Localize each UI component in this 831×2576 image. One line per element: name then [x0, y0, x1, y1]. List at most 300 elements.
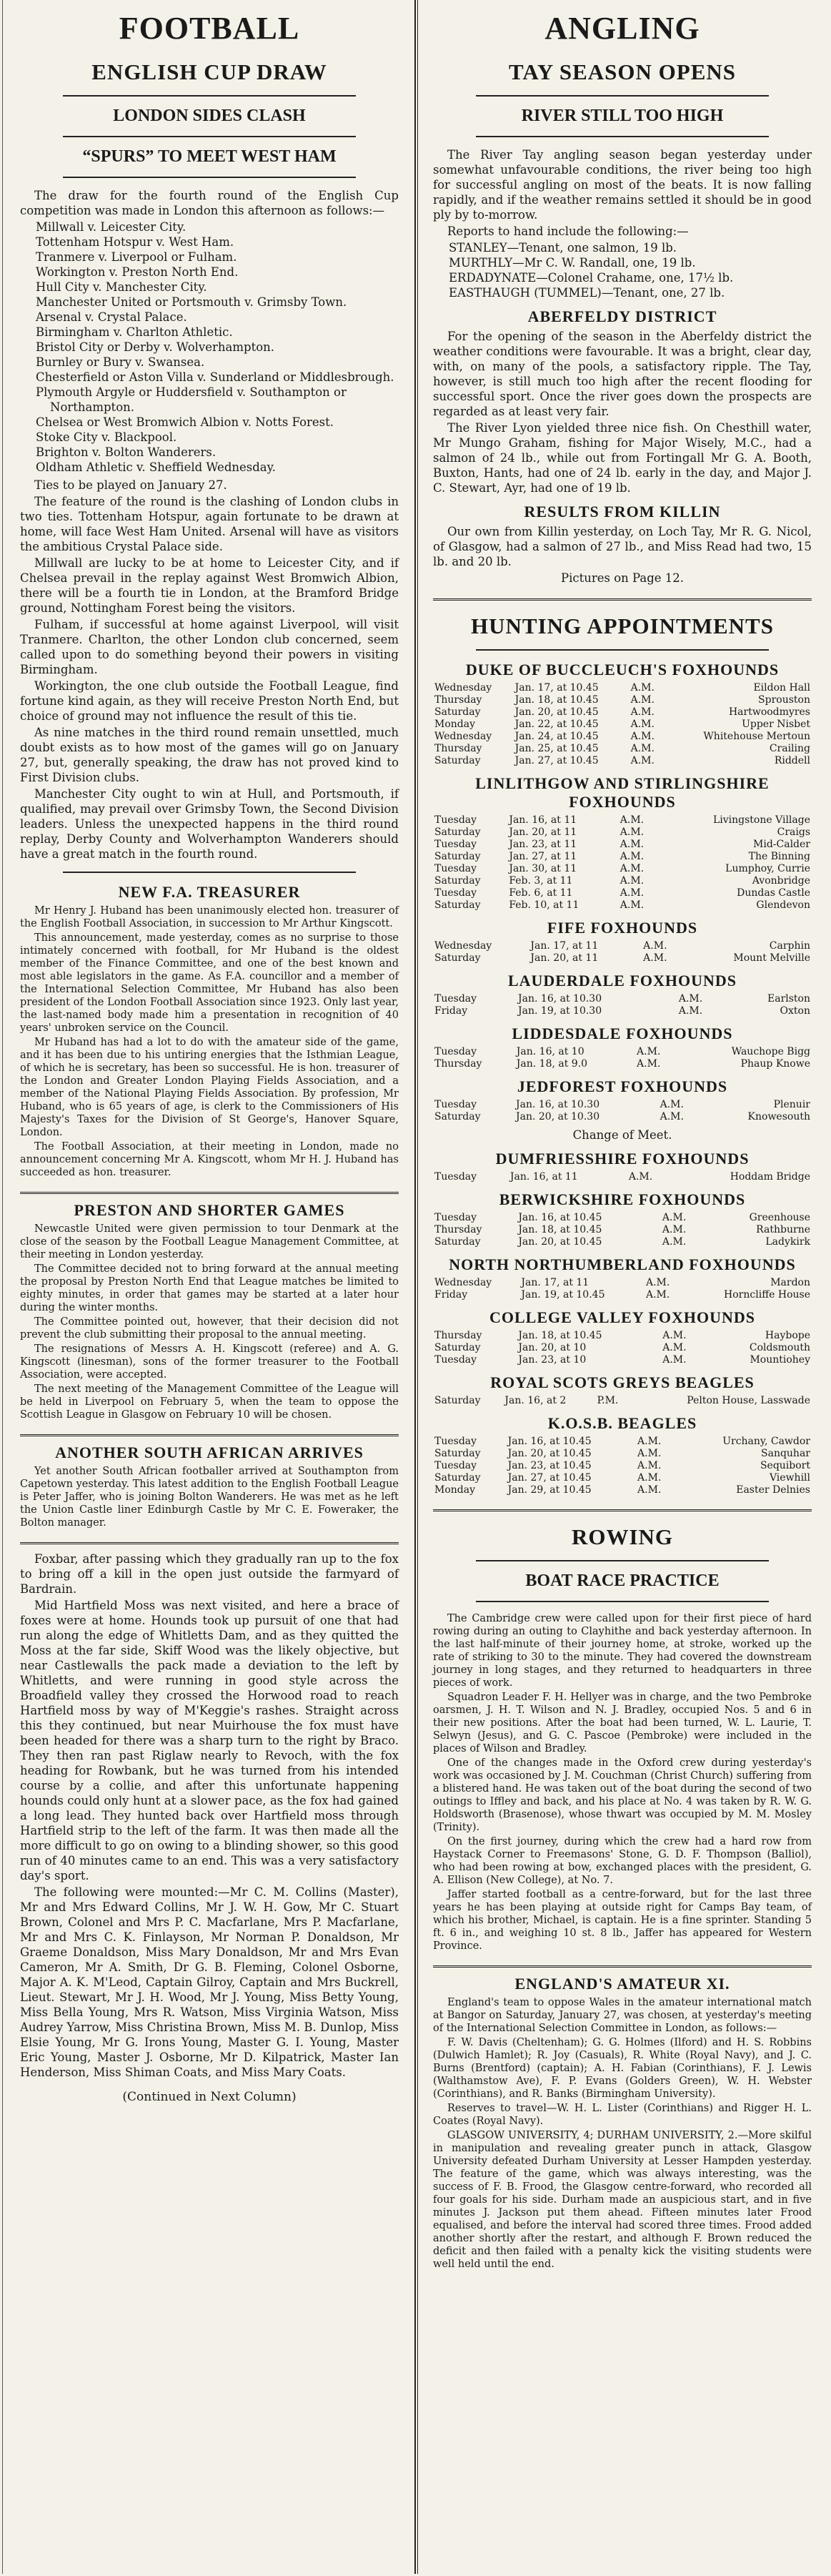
fixture-time: Jan. 20, at 10.45	[518, 1236, 602, 1248]
fixture-time: Jan. 25, at 10.45	[514, 743, 599, 754]
fixture-ampm: A.M.	[637, 1448, 662, 1459]
hunt-fixture-row	[433, 1472, 812, 1484]
fixture-ampm: A.M.	[630, 694, 655, 706]
angling-report: ERDADYNATE—Colonel Crahame, one, 17½ lb.	[449, 271, 734, 285]
fixture-time: Jan. 22, at 10.45	[514, 719, 599, 730]
hunt-fixture-row	[433, 1342, 812, 1354]
amateur-paragraph: F. W. Davis (Cheltenham); G. G. Holmes (Ilford) and H. S. Robbins (Dulwich Hamlet); R. Joy (Casuals), R. White (Royal Navy), and J. C. Burns (Brentford) (captain); A. H. Fabian (Corinthians), F. J. Lewis (Walthamstow Ave), F. P. Evans (Golders Green), W. H. Webster (Corinthians), and R. Banks (Birmingham University).	[433, 2037, 812, 2100]
south-african-paragraph: Yet another South African footballer arrived at Southampton from Capetown yesterday. This latest addition to the English Football League is Peter Jaffer, who is joining Bolton Wanderers. He was met as he left the Union Castle liner Edinburgh Castle by Mr C. E. Foweraker, the Bolton manager.	[20, 1466, 399, 1529]
hunting-packs	[433, 661, 812, 1496]
preston-headline: PRESTON AND SHORTER GAMES	[74, 1201, 345, 1219]
fixture-place: Rathburne	[756, 1224, 810, 1235]
fixture-place: Craigs	[777, 826, 810, 838]
hunting-headline: HUNTING APPOINTMENTS	[471, 613, 774, 638]
hunt-fixture-table	[433, 1436, 812, 1496]
draw-tie: Stoke City v. Blackpool.	[36, 430, 177, 444]
draw-tie: Hull City v. Manchester City.	[36, 280, 207, 294]
treasurer-paragraph: The Football Association, at their meeting in London, made no announcement concerning Mr A. Kingscott, whom Mr H. J. Huband has succeeded as hon. treasurer.	[20, 1141, 399, 1178]
fixture-time: Jan. 18, at 9.0	[516, 1058, 588, 1070]
hunt-pack-name: FIFE FOXHOUNDS	[547, 919, 698, 937]
draw-tie: Birmingham v. Charlton Athletic.	[36, 325, 233, 339]
fixture-ampm: A.M.	[630, 682, 655, 694]
football-paragraphs	[20, 494, 399, 862]
fixture-time: Jan. 16, at 10.45	[518, 1212, 602, 1223]
angling-paragraphs	[433, 147, 812, 239]
hunt-pack-name: BERWICKSHIRE FOXHOUNDS	[499, 1190, 746, 1208]
fixture-place: The Binning	[748, 851, 810, 862]
football-paragraph: Workington, the one club outside the Football League, find fortune kind again, as they will receive Preston North End, but choice of ground may not influence the result of this tie.	[20, 679, 399, 723]
fixture-place: Crailing	[769, 743, 810, 754]
fixture-ampm: A.M.	[662, 1224, 687, 1235]
fixture-day: Saturday	[434, 755, 481, 766]
fixture-day: Thursday	[434, 1058, 482, 1070]
hunt-fixture-table	[433, 1046, 812, 1070]
fixture-time: Jan. 27, at 10.45	[514, 755, 599, 766]
fixture-day: Saturday	[434, 875, 481, 887]
fixture-time: Jan. 17, at 11	[521, 1277, 589, 1288]
fixture-day: Thursday	[434, 694, 482, 706]
amateur-paragraphs	[433, 1996, 812, 2271]
rowing-paragraph: The Cambridge crew were called upon for their first piece of hard rowing during an outing to Clayhithe and back yesterday afternoon. In the last half-minute of their journey home, at stroke, worked up the rate of striking to 30 to the minute. They had covered the downstream journey in long stages, and they returned to headquarters in three pieces of work.	[433, 1613, 812, 1689]
fixture-place: Mount Melville	[733, 952, 810, 964]
divider	[476, 1560, 769, 1561]
page-edge-rule	[2, 0, 3, 2574]
fixture-time: Jan. 16, at 10.45	[507, 1436, 592, 1447]
treasurer-headline: NEW F.A. TREASURER	[118, 883, 301, 901]
hunt-pack-name: JEDFOREST FOXHOUNDS	[517, 1077, 728, 1095]
hunt-fixture-row	[433, 899, 812, 912]
hunt-fixture-table	[433, 1171, 812, 1183]
fixture-ampm: A.M.	[662, 1354, 687, 1366]
column-rule	[414, 0, 416, 2574]
hunt-fixture-row	[433, 731, 812, 743]
treasurer-paragraph: This announcement, made yesterday, comes as no surprise to those intimately concerned with football, for Mr Huband is the oldest member of the Finance Committee, and one of the best known and most able legislators in the game. As F.A. councillor and a member of the International Selection Committee, Mr Huband has also been president of the London Football Association since 1923. Only last year, the last-named body made him a presentation in recognition of 40 years' unbroken service on the Council.	[20, 932, 399, 1034]
amateur-headline: ENGLAND'S AMATEUR XI.	[514, 1975, 730, 1993]
angling-report: EASTHAUGH (TUMMEL)—Tenant, one, 27 lb.	[449, 286, 725, 300]
angling-reports	[449, 240, 812, 300]
fixture-place: Dundas Castle	[737, 887, 810, 899]
fixture-time: Feb. 10, at 11	[509, 899, 579, 911]
fixture-day: Tuesday	[434, 814, 477, 826]
hunt-pack-name: COLLEGE VALLEY FOXHOUNDS	[489, 1308, 755, 1326]
hunt-fixture-row	[433, 682, 812, 694]
hunt-fixture-row	[433, 1224, 812, 1236]
hunt-fixture-row	[433, 1330, 812, 1342]
fixture-day: Saturday	[434, 826, 481, 838]
fixture-time: Jan. 16, at 11	[509, 1171, 578, 1183]
draw-tie: Manchester United or Portsmouth v. Grimsby Town.	[36, 295, 347, 309]
hunt-fixture-row	[433, 839, 812, 851]
preston-paragraphs	[20, 1223, 399, 1421]
fixture-place: Mountiohey	[750, 1354, 810, 1366]
fixture-day: Tuesday	[434, 863, 477, 874]
aberfeldy-paragraph: The River Lyon yielded three nice fish. On Chesthill water, Mr Mungo Graham, fishing for Major Wisely, M.C., had a salmon of 24 lb., while out from Fortingall Mr G. A. Booth, Buxton, Hants, had one of 24 lb. early in the day, and Major J. C. Stewart, Ayr, had one of 19 lb.	[433, 421, 812, 495]
south-african-headline: ANOTHER SOUTH AFRICAN ARRIVES	[55, 1444, 364, 1461]
fixture-time: Jan. 16, at 11	[509, 814, 577, 826]
fixture-ampm: A.M.	[628, 1171, 653, 1183]
london-clash-headline: LONDON SIDES CLASH	[113, 107, 306, 125]
fixture-ampm: A.M.	[630, 755, 655, 766]
fixture-day: Saturday	[434, 1448, 481, 1459]
hunt-fixture-row	[433, 952, 812, 964]
rowing-paragraph: One of the changes made in the Oxford crew during yesterday's work was occasioned by J. M. Couchman (Christ Church) suffering from a blistered hand. He was taken out of the boat during the second of two outings to Iffley and back, and his place at No. 4 was taken by R. W. G. Holdsworth (Brasenose), whose thwart was occupied by M. M. Mosley (Trinity).	[433, 1757, 812, 1833]
fixture-place: Upper Nisbet	[742, 719, 810, 730]
hunt-fixture-row	[433, 851, 812, 863]
draw-tie: Arsenal v. Crystal Palace.	[36, 310, 187, 324]
fixture-time: Jan. 20, at 10.45	[514, 706, 599, 718]
fixture-time: Jan. 18, at 10.45	[518, 1330, 602, 1341]
fixture-day: Tuesday	[434, 993, 477, 1005]
draw-tie: Plymouth Argyle or Huddersfield v. Southampton or Northampton.	[36, 385, 347, 414]
fixture-day: Saturday	[434, 952, 481, 964]
fixture-day: Friday	[434, 1005, 468, 1017]
fixture-place: Haybope	[765, 1330, 810, 1341]
fixture-place: Oxton	[780, 1005, 810, 1017]
fixture-time: Jan. 16, at 2	[504, 1395, 567, 1406]
hunt-pack-name: LAUDERDALE FOXHOUNDS	[507, 972, 737, 990]
ties-note: Ties to be played on January 27.	[34, 478, 227, 492]
fixture-time: Jan. 16, at 10.30	[518, 993, 602, 1005]
fixture-day: Saturday	[434, 1472, 481, 1484]
fixture-place: Hoddam Bridge	[730, 1171, 810, 1183]
fixture-place: Pelton House, Lasswade	[687, 1395, 810, 1406]
rowing-section-heading: ROWING	[571, 1524, 674, 1549]
draw-tie: Tottenham Hotspur v. West Ham.	[36, 235, 234, 249]
divider	[476, 1601, 769, 1602]
river-high-headline: RIVER STILL TOO HIGH	[521, 107, 724, 125]
football-paragraph: Millwall are lucky to be at home to Leicester City, and if Chelsea prevail in the replay against West Bromwich Albion, there will be a fourth tie in London, at the Bramford Bridge ground, Nottingham Forest being the visitors.	[20, 556, 399, 615]
football-section-heading: FOOTBALL	[119, 11, 300, 46]
hunt-fixture-row	[433, 875, 812, 887]
hunt-fixture-row	[433, 1448, 812, 1460]
hunt-fixture-row	[433, 1289, 812, 1301]
fixture-day: Monday	[434, 1484, 475, 1496]
fixture-day: Wednesday	[434, 731, 492, 742]
boat-race-headline: BOAT RACE PRACTICE	[525, 1571, 720, 1590]
fixture-place: Glendevon	[756, 899, 810, 911]
fixture-time: Feb. 6, at 11	[509, 887, 573, 899]
fixture-ampm: A.M.	[630, 743, 655, 754]
rowing-paragraph: On the first journey, during which the crew had a hard row from Haystack Corner to Freemasons' Stone, G. D. F. Thompson (Balliol), who had been rowing at bow, exchanged places with the president, G. A. Ellison (New College), at No. 7.	[433, 1836, 812, 1886]
hunt-pack-name: LINLITHGOW AND STIRLINGSHIRE FOXHOUNDS	[475, 774, 770, 811]
preston-paragraph: The resignations of Messrs A. H. Kingscott (referee) and A. G. Kingscott (linesman), sons of the former treasurer to the Football Association, were accepted.	[20, 1343, 399, 1381]
hunt-paragraph: Mid Hartfield Moss was next visited, and here a brace of foxes were at home. Hounds took up pursuit of one that had run along the edge of Whitletts Dam, and as they quitted the Moss at the far side, Skiff Wood was the likely objective, but near Castlewalls the pack made a deviation to the left by Whitletts, and were running in good style across the Broadfield valley they crossed the Horwood road to reach Hartfield moss by way of M'Keggie's rashes. Straight across this they continued, but near Muirhouse the fox must have been headed for there was a sharp turn to the right by Braco. They then ran past Riglaw nearly to Revoch, with the fox heading for Rowbank, but he was turned from his intended course by a collie, and after this unfortunate happening hounds could only hunt at a slower pace, as the fox had gained a long lead. They hunted back over Hartfield moss through Hartfield strip to the left of the farm. It was then made all the more difficult to go on owing to a blinding shower, so this good run of 40 minutes came to an end. This was a very satisfactory day's sport.	[20, 1599, 399, 1882]
divider	[476, 649, 769, 651]
fixture-day: Wednesday	[434, 940, 492, 952]
draw-tie: Brighton v. Bolton Wanderers.	[36, 445, 217, 459]
fixture-ampm: A.M.	[637, 1484, 662, 1496]
fixture-ampm: A.M.	[645, 1277, 670, 1288]
fixture-place: Hartwoodmyres	[728, 706, 810, 718]
double-divider	[433, 598, 812, 601]
hunt-fixture-row	[433, 719, 812, 731]
preston-paragraph: The Committee pointed out, however, that their decision did not prevent the club submitting their proposal to the annual meeting.	[20, 1316, 399, 1341]
draw-tie: Bristol City or Derby v. Wolverhampton.	[36, 340, 275, 354]
fixture-ampm: A.M.	[619, 887, 645, 899]
hunt-fixture-row	[433, 1277, 812, 1289]
fixture-place: Livingstone Village	[712, 814, 810, 826]
fixture-place: Riddell	[774, 755, 810, 766]
amateur-paragraph: Reserves to travel—W. H. L. Lister (Corinthians) and Rigger H. L. Coates (Royal Navy).	[433, 2103, 812, 2127]
hunt-fixture-row	[433, 993, 812, 1005]
fixture-ampm: A.M.	[637, 1058, 661, 1070]
preston-paragraph: The Committee decided not to bring forward at the annual meeting the proposal by Preston North End that League matches be limited to eighty minutes, in order that games may be started at a later hour during the winter months.	[20, 1263, 399, 1313]
hunt-pack-name: ROYAL SCOTS GREYS BEAGLES	[490, 1373, 755, 1391]
hunt-fixture-table	[433, 993, 812, 1017]
preston-paragraph: The next meeting of the Management Committee of the League will be held in Liverpool on February 5, when the team to oppose the Scottish League in Glasgow on February 10 will be chosen.	[20, 1383, 399, 1421]
fixture-day: Tuesday	[434, 1212, 477, 1223]
fixture-day: Saturday	[434, 899, 481, 911]
angling-paragraph: The River Tay angling season began yesterday under somewhat unfavourable conditions, the river being too high for successful angling on most of the beats. It is now falling rapidly, and if the weather remains settled it should be in good ply by to-morrow.	[433, 148, 812, 222]
draw-tie: Chelsea or West Bromwich Albion v. Notts Forest.	[36, 415, 334, 429]
hunt-fixture-row	[433, 1436, 812, 1448]
fixture-place: Ladykirk	[765, 1236, 810, 1248]
hunt-fixture-table	[433, 1395, 812, 1407]
draw-tie: Workington v. Preston North End.	[36, 265, 239, 279]
hunt-fixture-row	[433, 1460, 812, 1472]
fixture-time: Jan. 17, at 11	[530, 940, 599, 952]
fixture-place: Wauchope Bigg	[731, 1046, 810, 1057]
hunt-pack-name: DUMFRIESSHIRE FOXHOUNDS	[495, 1150, 750, 1168]
hunt-fixture-row	[433, 743, 812, 755]
fixture-time: Jan. 16, at 10	[516, 1046, 584, 1057]
draw-tie: Chesterfield or Aston Villa v. Sunderland or Middlesbrough.	[36, 370, 394, 384]
fixture-ampm: A.M.	[660, 1099, 684, 1110]
fixture-place: Lumphoy, Currie	[725, 863, 810, 874]
angling-paragraph: Reports to hand include the following:—	[447, 224, 689, 238]
rowing-paragraph: Squadron Leader F. H. Hellyer was in charge, and the two Pembroke oarsmen, J. H. T. Wilson and N. J. Bradley, occupied Nos. 5 and 6 in their new positions. After the boat had been turned, W. L. Laurie, T. Selwyn (Jesus), and G. C. Pascoe (Pembroke) were included in the places of Wilson and Bradley.	[433, 1692, 812, 1755]
fixture-place: Knowesouth	[747, 1111, 810, 1122]
fixture-ampm: A.M.	[637, 1436, 662, 1447]
fixture-place: Horncliffe House	[724, 1289, 810, 1301]
hunt-fixture-table	[433, 1330, 812, 1366]
hunt-fixture-row	[433, 1046, 812, 1058]
hunt-fixture-row	[433, 694, 812, 706]
fixture-ampm: A.M.	[619, 875, 645, 887]
fixture-day: Saturday	[434, 1342, 481, 1353]
fixture-time: Jan. 23, at 10.45	[507, 1460, 592, 1471]
fixture-day: Saturday	[434, 706, 481, 718]
hunt-report-paragraphs	[20, 1551, 399, 2080]
divider	[63, 177, 356, 178]
fixture-time: Jan. 20, at 11	[509, 826, 577, 838]
killin-paragraph: Our own from Killin yesterday, on Loch Tay, Mr R. G. Nicol, of Glasgow, had a salmon of 27 lb., and Miss Read had two, 15 lb. and 20 lb.	[433, 525, 812, 568]
aberfeldy-headline: ABERFELDY DISTRICT	[527, 307, 717, 325]
preston-paragraph: Newcastle United were given permission to tour Denmark at the close of the season by the Football League Management Committee, at their meeting in London yesterday.	[20, 1223, 399, 1260]
treasurer-paragraph: Mr Huband has had a lot to do with the amateur side of the game, and it has been due to his untiring energies that the Isthmian League, of which he is secretary, has been so successful. He is hon. treasurer of the London and Greater London Playing Fields Association, and a member of the National Playing Fields Association. By profession, Mr Huband, who is 65 years of age, is clerk to the Commissioners of His Majesty's Taxes for the Division of St George's, Hanover Square, London.	[20, 1037, 399, 1138]
amateur-paragraph: England's team to oppose Wales in the amateur international match at Bangor on Saturday, January 27, was chosen, at yesterday's meeting of the International Selection Committee in London, as follows:—	[433, 1997, 812, 2034]
angling-report: STANLEY—Tenant, one salmon, 19 lb.	[449, 241, 677, 255]
fixture-time: Jan. 20, at 10.45	[507, 1448, 592, 1459]
draw-tie: Millwall v. Leicester City.	[36, 220, 186, 234]
aberfeldy-paragraphs	[433, 329, 812, 495]
fixture-day: Tuesday	[434, 887, 477, 899]
fixture-place: Whitehouse Mertoun	[703, 731, 810, 742]
fixture-day: Tuesday	[434, 1436, 477, 1447]
divider	[476, 136, 769, 137]
draw-tie: Oldham Athletic v. Sheffield Wednesday.	[36, 460, 277, 474]
hunt-paragraph: The following were mounted:—Mr C. M. Collins (Master), Mr and Mrs Edward Collins, Mr J. W. H. Gow, Mr C. Stuart Brown, Colonel and Mrs P. C. Macfarlane, Mrs P. Macfarlane, Mr and Mrs C. K. Finlayson, Mr Norman P. Donaldson, Mr Graeme Donaldson, Miss Mary Donaldson, Mr and Mrs Evan Cameron, Mr A. Smith, Dr G. B. Fleming, Colonel Osborne, Major A. K. M'Leod, Captain Gilroy, Captain and Mrs Buckrell, Lieut. Stewart, Mr J. H. Wood, Mr J. Young, Miss Betty Young, Miss Bella Young, Mrs R. Watson, Miss Virginia Watson, Miss Audrey Yarrow, Miss Christina Brown, Miss M. B. Dunlop, Miss Elsie Young, Mr G. Irons Young, Master G. I. Young, Master Eric Young, Master J. Osborne, Mr D. Kilpatrick, Master Ian Henderson, Miss Shiman Coats, and Miss Mary Coats.	[20, 1885, 399, 2079]
hunt-pack-name: K.O.S.B. BEAGLES	[547, 1414, 697, 1432]
hunt-pack-name: DUKE OF BUCCLEUCH'S FOXHOUNDS	[465, 661, 780, 678]
fixture-day: Monday	[434, 719, 475, 730]
fixture-place: Sprouston	[758, 694, 810, 706]
fixture-ampm: A.M.	[645, 1289, 670, 1301]
double-divider	[20, 1542, 399, 1544]
football-paragraph: Fulham, if successful at home against Liverpool, will visit Tranmere. Charlton, the other London club concerned, seem called upon to do something beyond their powers in visiting Birmingham.	[20, 618, 399, 676]
fixture-time: Jan. 24, at 10.45	[514, 731, 599, 742]
hunt-fixture-row	[433, 1354, 812, 1366]
fixture-ampm: A.M.	[619, 863, 645, 874]
hunt-fixture-row	[433, 1005, 812, 1017]
fixture-time: Jan. 18, at 10.45	[518, 1224, 602, 1235]
hunt-fixture-row	[433, 755, 812, 767]
hunt-fixture-row	[433, 1058, 812, 1070]
hunt-fixture-row	[433, 1099, 812, 1111]
fixture-day: Thursday	[434, 1224, 482, 1235]
double-divider	[433, 1965, 812, 1968]
draw-intro: The draw for the fourth round of the English Cup competition was made in London this afternoon as follows:—	[20, 189, 399, 217]
divider	[476, 95, 769, 97]
hunt-fixture-row	[433, 1212, 812, 1224]
fixture-ampm: A.M.	[643, 940, 667, 952]
fixture-ampm: A.M.	[678, 993, 703, 1005]
fixture-day: Saturday	[434, 1395, 481, 1406]
fixture-place: Mardon	[770, 1277, 810, 1288]
fixture-ampm: P.M.	[597, 1395, 619, 1406]
fixture-place: Carphin	[769, 940, 810, 952]
hunt-paragraph: Foxbar, after passing which they gradually ran up to the fox to bring off a kill in the open just outside the farmyard of Bardrain.	[20, 1552, 399, 1596]
fixture-time: Jan. 27, at 10.45	[507, 1472, 592, 1484]
fixture-place: Viewhill	[769, 1472, 810, 1484]
killin-headline: RESULTS FROM KILLIN	[524, 503, 721, 520]
fixture-time: Jan. 17, at 10.45	[514, 682, 599, 694]
hunt-fixture-row	[433, 826, 812, 839]
hunt-pack-name: NORTH NORTHUMBERLAND FOXHOUNDS	[449, 1255, 796, 1273]
football-paragraph: As nine matches in the third round remain unsettled, much doubt exists as to how most of the games will go on January 27, but, generally speaking, the draw has not proved kind to First Division clubs.	[20, 726, 399, 784]
hunt-fixture-row	[433, 1111, 812, 1123]
hunt-fixture-row	[433, 1484, 812, 1496]
fixture-place: Avonbridge	[752, 875, 810, 887]
double-divider	[20, 1434, 399, 1436]
fixture-ampm: A.M.	[662, 1236, 687, 1248]
fixture-day: Saturday	[434, 1111, 481, 1122]
treasurer-paragraphs	[20, 904, 399, 1179]
fixture-ampm: A.M.	[660, 1111, 684, 1122]
fixture-day: Tuesday	[434, 1099, 477, 1110]
amateur-paragraph: GLASGOW UNIVERSITY, 4; DURHAM UNIVERSITY, 2.—More skilful in manipulation and revealing greater punch in attack, Glasgow University defeated Durham University at Lesser Hampden yesterday. The feature of the game, which was always interesting, was the success of F. B. Frood, the Glasgow centre-forward, who recorded all four goals for his side. Durham made an auspicious start, and in five minutes J. Jackson put them ahead. Fifteen minutes later Frood equalised, and before the interval had scored three times. Frood added another shortly after the restart, and although F. Brown reduced the deficit and then failed with a penalty kick the visiting students were well held until the end.	[433, 2130, 812, 2270]
fixture-place: Coldsmouth	[749, 1342, 810, 1353]
fixture-ampm: A.M.	[662, 1330, 687, 1341]
fixture-day: Saturday	[434, 1236, 481, 1248]
fixture-ampm: A.M.	[630, 719, 655, 730]
fixture-time: Jan. 29, at 10.45	[507, 1484, 592, 1496]
angling-section-heading: ANGLING	[544, 11, 700, 46]
aberfeldy-paragraph: For the opening of the season in the Aberfeldy district the weather conditions were favourable. It was a bright, clear day, with, on many of the pools, a satisfactory ripple. The Tay, however, is still much too high after the recent flooding for successful sport. Once the river goes down the prospects are regarded as at least very fair.	[433, 330, 812, 418]
fixture-ampm: A.M.	[619, 826, 645, 838]
spurs-headline: “SPURS” TO MEET WEST HAM	[82, 147, 337, 166]
football-column	[10, 0, 410, 2574]
fixture-time: Jan. 19, at 10.30	[518, 1005, 602, 1017]
fixture-day: Thursday	[434, 1330, 482, 1341]
rowing-paragraphs	[433, 1612, 812, 1953]
fixture-ampm: A.M.	[637, 1046, 661, 1057]
rowing-paragraph: Jaffer started football as a centre-forward, but for the last three years he has been playing at outside right for Camps Bay team, of which his brother, Michael, is captain. He is a fine sprinter. Standing 5 ft. 6 in., and weighing 10 st. 8 lb., Jaffer has appeared for Western Province.	[433, 1889, 812, 1952]
divider	[63, 872, 356, 873]
fixture-day: Saturday	[434, 851, 481, 862]
hunt-fixture-table	[433, 814, 812, 912]
double-divider	[433, 1509, 812, 1511]
continued-note: (Continued in Next Column)	[122, 2090, 297, 2104]
hunt-pack-note: Change of Meet.	[572, 1128, 672, 1142]
double-divider	[20, 1192, 399, 1194]
fixture-place: Urchany, Cawdor	[722, 1436, 810, 1447]
football-paragraph: The feature of the round is the clashing of London clubs in two ties. Tottenham Hotspur, again fortunate to be drawn at home, will face West Ham United. Arsenal will have as visitors the ambitious Crystal Palace side.	[20, 495, 399, 553]
hunt-fixture-row	[433, 940, 812, 952]
fixture-ampm: A.M.	[630, 706, 655, 718]
fixture-time: Jan. 19, at 10.45	[521, 1289, 605, 1301]
fixture-place: Sanquhar	[761, 1448, 810, 1459]
hunt-fixture-row	[433, 887, 812, 899]
fixture-place: Phaup Knowe	[740, 1058, 810, 1070]
fixture-ampm: A.M.	[662, 1212, 687, 1223]
fixture-day: Friday	[434, 1289, 468, 1301]
fixture-day: Tuesday	[434, 1046, 477, 1057]
fixture-day: Tuesday	[434, 1460, 477, 1471]
hunt-fixture-row	[433, 706, 812, 719]
pictures-note: Pictures on Page 12.	[560, 571, 685, 585]
hunt-pack-name: LIDDESDALE FOXHOUNDS	[512, 1025, 733, 1042]
treasurer-paragraph: Mr Henry J. Huband has been unanimously elected hon. treasurer of the English Football Association, in succession to Mr Arthur Kingscott.	[20, 905, 399, 929]
fixture-day: Tuesday	[434, 1171, 477, 1183]
hunt-fixture-row	[433, 1395, 812, 1407]
draw-list	[36, 219, 399, 475]
football-paragraph: Manchester City ought to win at Hull, and Portsmouth, if qualified, may prevail over Grimsby Town, the Second Division leaders. Unless the unexpected happens in the third round replay, Derby County and Wolverhampton Wanderers should have a great match in the fourth round.	[20, 787, 399, 861]
fixture-ampm: A.M.	[662, 1342, 687, 1353]
fixture-place: Sequibort	[760, 1460, 810, 1471]
hunt-fixture-table	[433, 1099, 812, 1123]
draw-tie: Tranmere v. Liverpool or Fulham.	[36, 250, 237, 264]
fixture-time: Jan. 27, at 11	[509, 851, 577, 862]
fixture-ampm: A.M.	[619, 814, 645, 826]
hunt-fixture-row	[433, 1236, 812, 1248]
angling-column	[422, 0, 822, 2574]
divider	[63, 95, 356, 97]
fixture-ampm: A.M.	[637, 1460, 662, 1471]
fixture-ampm: A.M.	[619, 851, 645, 862]
fixture-day: Wednesday	[434, 682, 492, 694]
fixture-place: Mid-Calder	[753, 839, 810, 850]
fixture-ampm: A.M.	[630, 731, 655, 742]
fixture-day: Wednesday	[434, 1277, 492, 1288]
fixture-time: Jan. 16, at 10.30	[516, 1099, 600, 1110]
hunt-fixture-table	[433, 1277, 812, 1301]
hunt-fixture-row	[433, 863, 812, 875]
fixture-place: Greenhouse	[749, 1212, 810, 1223]
divider	[63, 136, 356, 137]
fixture-place: Plenuir	[773, 1099, 810, 1110]
fixture-ampm: A.M.	[619, 899, 645, 911]
fixture-time: Jan. 30, at 11	[509, 863, 577, 874]
hunt-fixture-table	[433, 682, 812, 767]
hunt-fixture-table	[433, 1212, 812, 1248]
fixture-place: Earlston	[767, 993, 810, 1005]
fixture-time: Jan. 20, at 10.30	[516, 1111, 600, 1122]
tay-season-headline: TAY SEASON OPENS	[508, 59, 737, 84]
fixture-day: Tuesday	[434, 1354, 477, 1366]
fixture-time: Feb. 3, at 11	[509, 875, 573, 887]
fixture-time: Jan. 20, at 11	[530, 952, 599, 964]
